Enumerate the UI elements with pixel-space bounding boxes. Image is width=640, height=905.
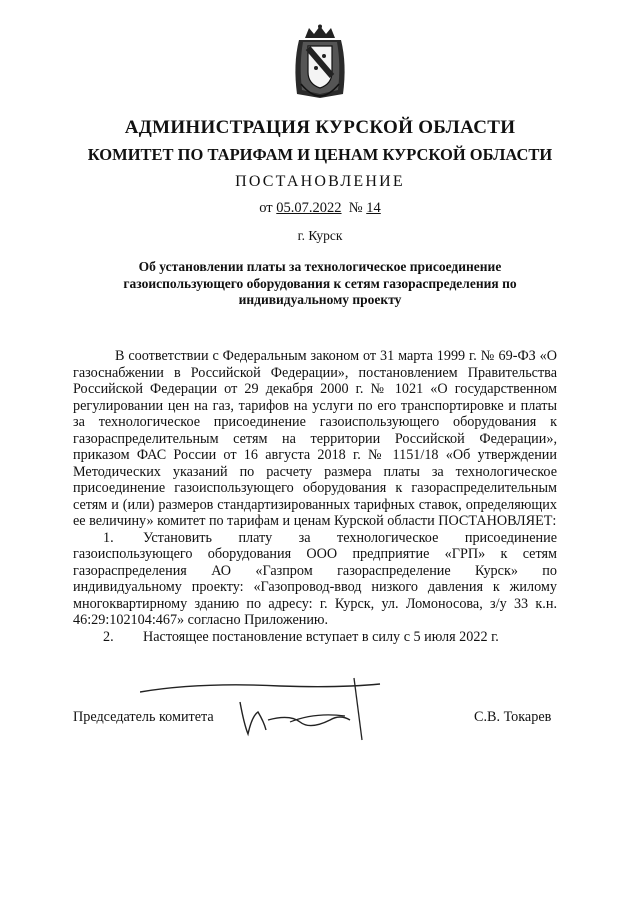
city: г. Курск [297,228,343,243]
date-prefix: от [259,200,273,216]
document-subject: Об установлении платы за технологическое присоединение газоиспользующего оборудования к сетям газораспределения по индивидуальному проекту [123,259,517,307]
intro-paragraph: В соответствии с Федеральным законом от 31 марта 1999 г. № 69-ФЗ «О газоснабжении в Российской Федерации», постановлением Правительства Российской Федерации от 29 декабря 2000 г. № 1021 «О государственном регулировании цен на газ, тарифов на услуги по его транспортировке и платы за технологическое присоединение газоиспользующего оборудования к газораспределительным сетям на территории Российской Федерации», приказом ФАС России от 16 августа 2018 г. № 1151/18 «Об утверждении Методических указаний по расчету размера платы за технологическое присоединение газоиспользующего оборудования к газораспределительным сетям и (или) размеров стандартизированных тарифных ставок, определяющих ее величину» комитет по тарифам и ценам Курской области ПОСТАНОВЛЯЕТ: [73,348,557,529]
document-date: 05.07.2022 [276,200,342,216]
signatory-name: С.В. Токарев [474,709,552,725]
document-number: 14 [366,200,381,216]
item-text: Настоящее постановление вступает в силу с 5 июля 2022 г. [143,628,499,645]
coat-of-arms-emblem [291,24,349,100]
item-number: 1. [103,529,114,546]
list-item [73,629,557,646]
organization-title: АДМИНИСТРАЦИЯ КУРСКОЙ ОБЛАСТИ [124,117,516,138]
item-number: 2. [103,628,114,645]
date-line [0,200,640,217]
signatory-position: Председатель комитета [73,709,214,725]
list-item [73,530,557,629]
document-type: ПОСТАНОВЛЕНИЕ [235,173,405,190]
number-prefix: № [348,200,363,216]
handwritten-signature [140,664,440,744]
item-text: Установить плату за технологическое присоединение газоиспользующего оборудования ООО предприятие «ГРП» к сетям газораспределения АО «Газпром газораспределение Курск» по индивидуальному проекту: «Газопровод-ввод низкого давления к жилому многоквартирному зданию по адресу: г. Курск, ул. Ломоносова, з/у 33 к.н. 46:29:102104:467» согласно Приложению. [73,529,557,628]
document-body [73,348,557,645]
committee-title: КОМИТЕТ ПО ТАРИФАМ И ЦЕНАМ КУРСКОЙ ОБЛАСТИ [87,145,553,164]
